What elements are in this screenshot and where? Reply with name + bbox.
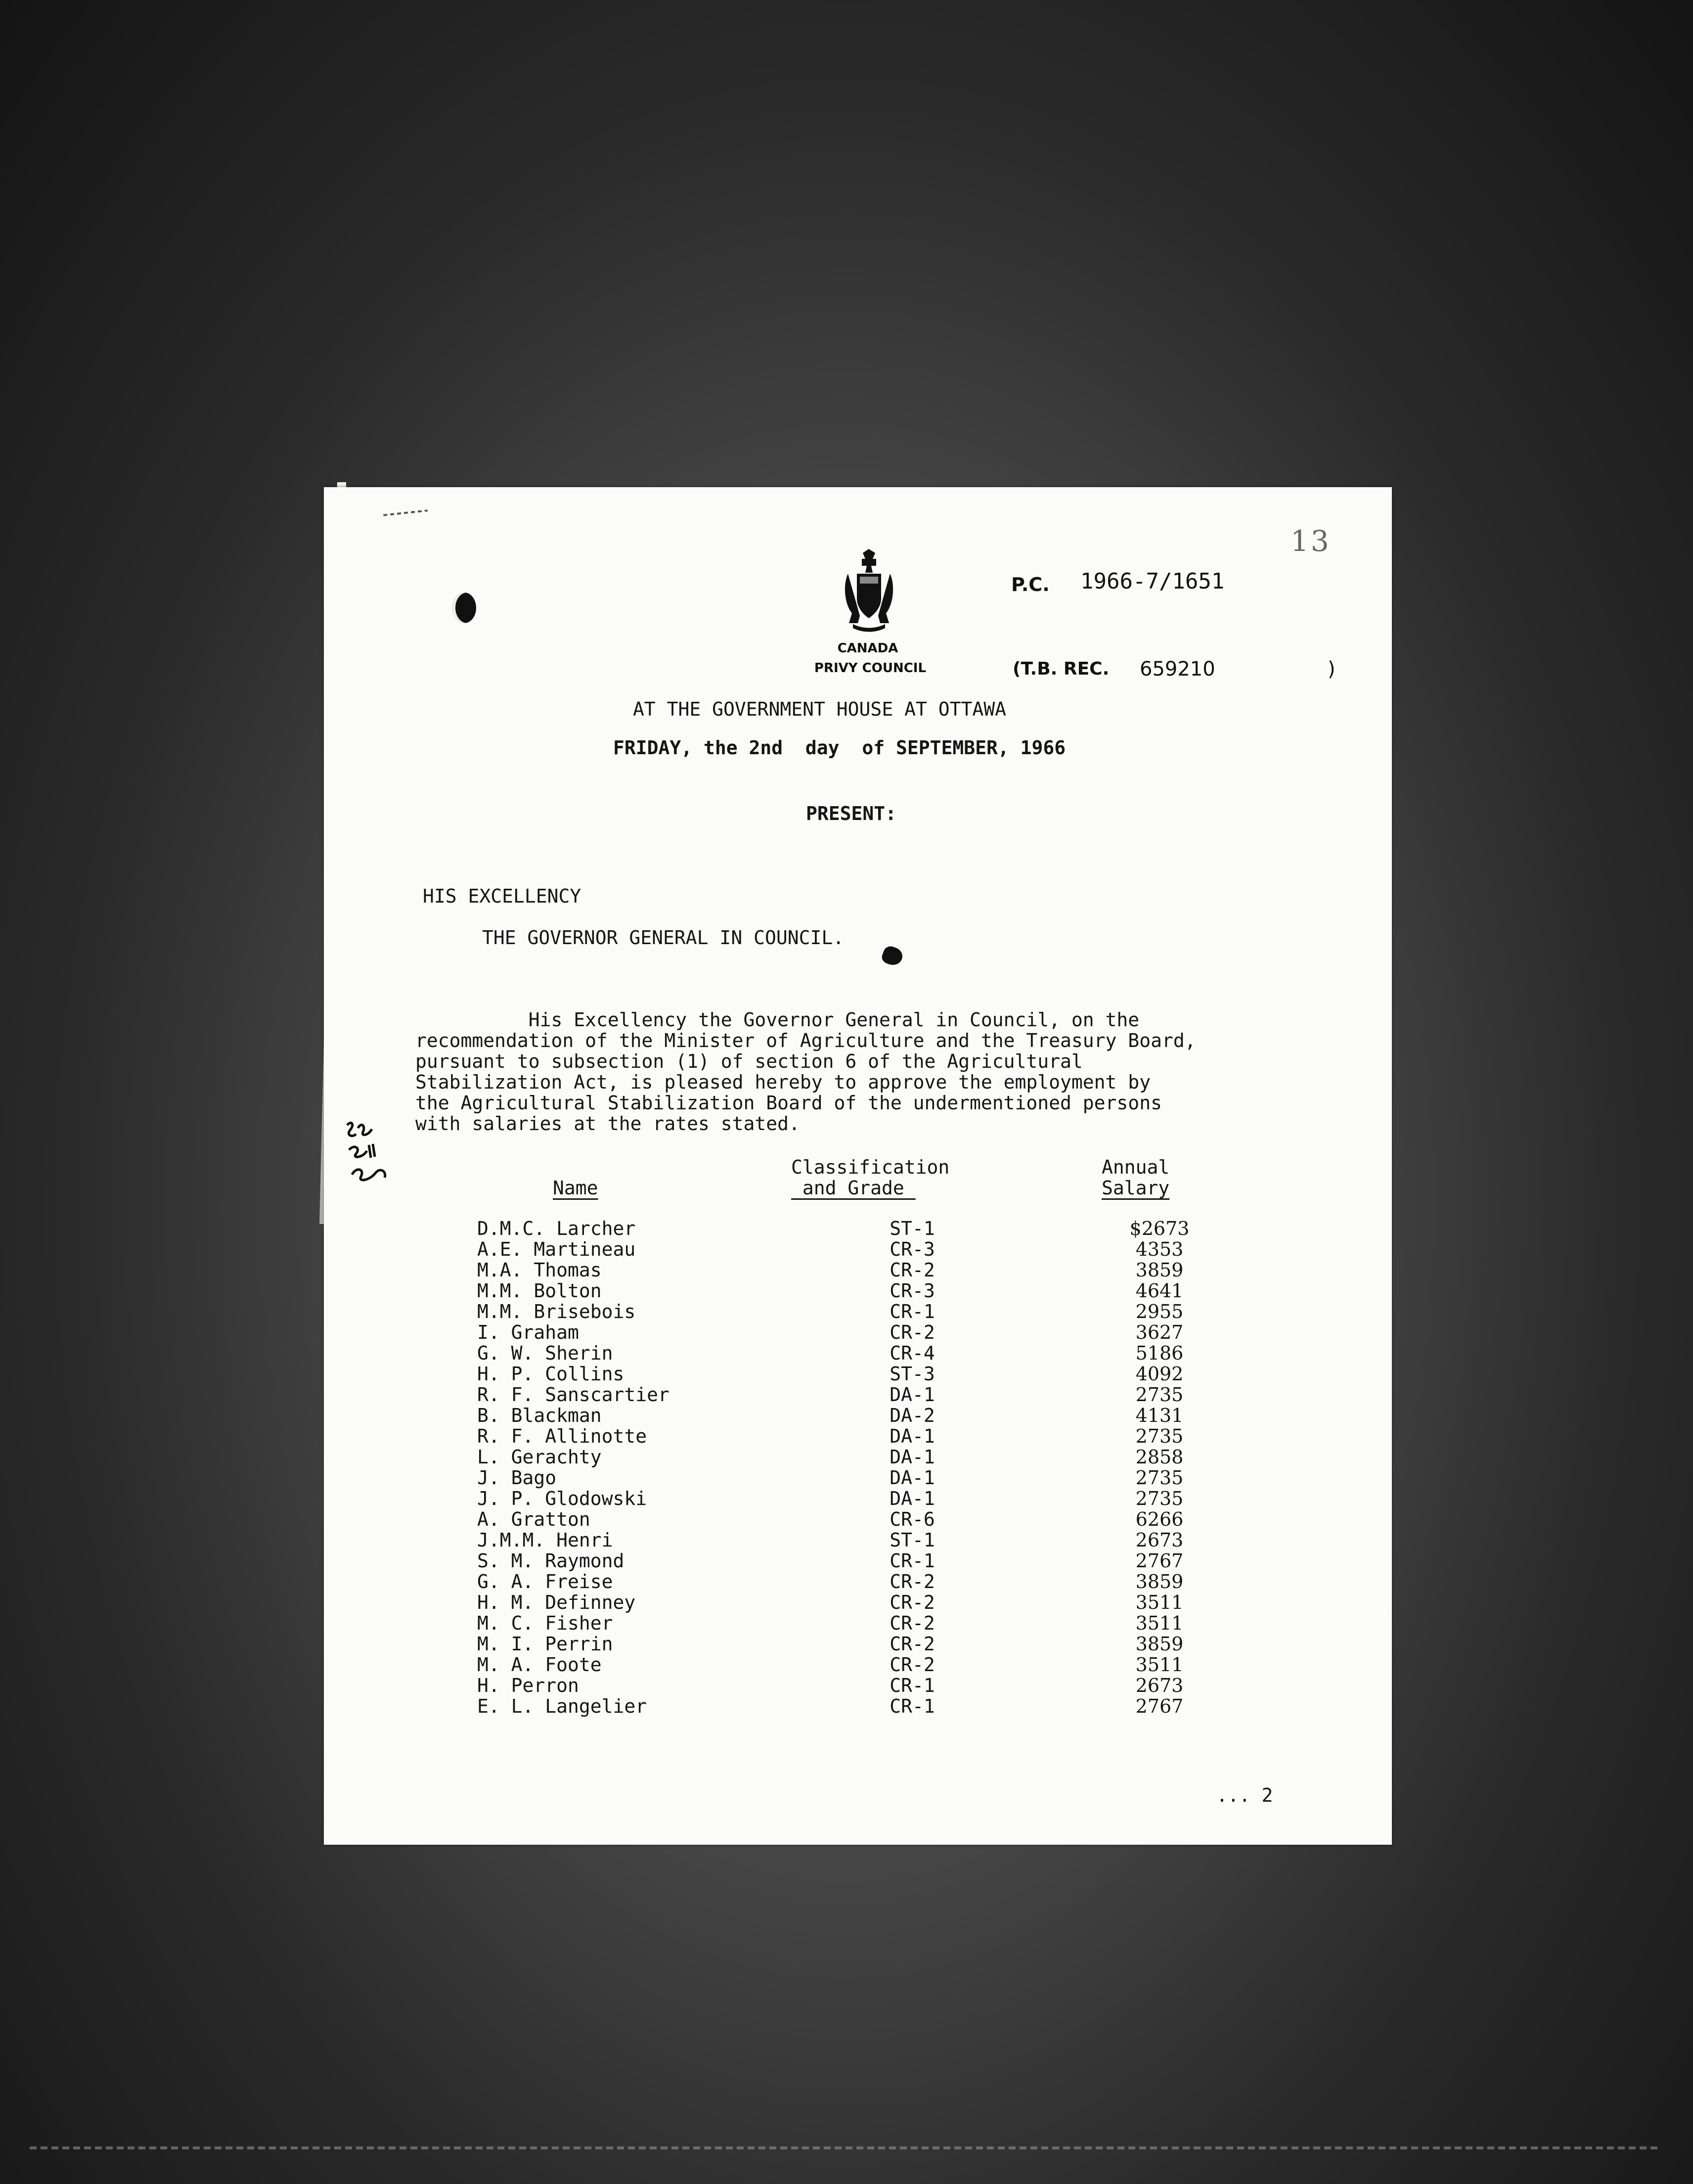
table-row [324, 1467, 1392, 1488]
paragraph-line: His Excellency the Governor General in Council, on the [415, 1009, 1140, 1031]
employee-name: G. A. Freise [477, 1571, 613, 1592]
annual-salary: 2955 [1135, 1301, 1184, 1322]
classification-grade: CR-1 [890, 1550, 935, 1572]
table-row [324, 1675, 1392, 1696]
employee-name: D.M.C. Larcher [477, 1218, 636, 1239]
canada-label: CANADA [837, 641, 898, 656]
table-row [324, 1550, 1392, 1571]
tb-rec-number: 659210 [1140, 658, 1215, 681]
table-row [324, 1447, 1392, 1467]
table-row [324, 1696, 1392, 1717]
annual-salary: 2735 [1135, 1467, 1184, 1489]
col-salary-line2: Salary [1102, 1177, 1170, 1199]
table-row [324, 1613, 1392, 1634]
classification-grade: CR-1 [890, 1301, 935, 1322]
table-row [324, 1384, 1392, 1405]
table-row [324, 1343, 1392, 1364]
punch-hole [452, 592, 476, 623]
table-row [324, 1364, 1392, 1384]
employee-name: B. Blackman [477, 1405, 602, 1426]
paragraph-line: Stabilization Act, is pleased hereby to approve the employment by [415, 1071, 1151, 1093]
annual-salary: 3859 [1135, 1259, 1184, 1281]
employee-name: M. A. Foote [477, 1654, 602, 1676]
annual-salary: 3859 [1135, 1633, 1184, 1655]
employee-name: M.M. Bolton [477, 1280, 602, 1302]
pc-label: P.C. [1011, 574, 1050, 595]
annual-salary: 4131 [1135, 1405, 1184, 1426]
table-row [324, 1301, 1392, 1322]
employee-name: J. Bago [477, 1467, 557, 1489]
classification-grade: DA-2 [890, 1405, 935, 1426]
his-excellency: HIS EXCELLENCY [423, 885, 581, 907]
classification-grade: CR-3 [890, 1280, 935, 1302]
employee-name: A.E. Martineau [477, 1238, 636, 1260]
employee-name: J. P. Glodowski [477, 1488, 647, 1509]
employee-name: R. F. Allinotte [477, 1425, 647, 1447]
col-name: Name [553, 1177, 598, 1199]
classification-grade: ST-3 [890, 1363, 935, 1385]
annual-salary: 4353 [1135, 1238, 1184, 1260]
film-edge-rule [30, 2146, 1661, 2149]
employee-name: J.M.M. Henri [477, 1529, 613, 1551]
employee-name: H. P. Collins [477, 1363, 624, 1385]
annual-salary: 3627 [1135, 1321, 1184, 1343]
table-row [324, 1426, 1392, 1447]
employee-name: M.A. Thomas [477, 1259, 602, 1281]
pc-number: 1966-7/1651 [1080, 569, 1225, 594]
classification-grade: ST-1 [890, 1218, 935, 1239]
table-row [324, 1654, 1392, 1675]
employee-name: A. Gratton [477, 1508, 590, 1530]
classification-grade: CR-2 [890, 1612, 935, 1634]
annual-salary: 5186 [1135, 1342, 1184, 1364]
annual-salary: 3511 [1135, 1612, 1184, 1634]
annual-salary: 3859 [1135, 1571, 1184, 1592]
employee-name: G. W. Sherin [477, 1342, 613, 1364]
annual-salary: 2735 [1135, 1384, 1184, 1406]
classification-grade: ST-1 [890, 1529, 935, 1551]
col-classification-line2: and Grade [802, 1177, 904, 1199]
annual-salary: 2735 [1135, 1425, 1184, 1447]
location-line: AT THE GOVERNMENT HOUSE AT OTTAWA [633, 698, 1006, 720]
classification-grade: DA-1 [890, 1384, 935, 1406]
governor-general-line: THE GOVERNOR GENERAL IN COUNCIL. [482, 927, 845, 949]
date-line: FRIDAY, the 2nd day of SEPTEMBER, 1966 [613, 737, 1066, 759]
classification-grade: CR-1 [890, 1695, 935, 1717]
present-label: PRESENT: [806, 803, 897, 824]
table-row [324, 1218, 1392, 1239]
col-salary-line1: Annual [1102, 1156, 1170, 1178]
annual-salary: $2673 [1129, 1218, 1190, 1239]
employee-name: M.M. Brisebois [477, 1301, 636, 1322]
continued-marker: ... 2 [1216, 1784, 1273, 1806]
table-row [324, 1260, 1392, 1280]
employee-name: M. I. Perrin [477, 1633, 613, 1655]
classification-grade: DA-1 [890, 1488, 935, 1509]
annual-salary: 4641 [1135, 1280, 1184, 1302]
annual-salary: 2767 [1135, 1550, 1184, 1572]
paragraph-line: the Agricultural Stabilization Board of the undermentioned persons [415, 1092, 1162, 1114]
page-number: 13 [1291, 524, 1331, 558]
annual-salary: 3511 [1135, 1592, 1184, 1613]
classification-grade: DA-1 [890, 1467, 935, 1489]
classification-grade: CR-2 [890, 1654, 935, 1676]
annual-salary: 2673 [1135, 1675, 1184, 1696]
classification-grade: CR-6 [890, 1508, 935, 1530]
annual-salary: 6266 [1135, 1508, 1184, 1530]
employee-name: E. L. Langelier [477, 1695, 647, 1717]
table-row [324, 1509, 1392, 1530]
handwritten-margin-note [341, 1115, 396, 1194]
paragraph-line: recommendation of the Minister of Agriculture and the Treasury Board, [415, 1030, 1196, 1051]
coat-of-arms-icon [838, 549, 900, 633]
employee-name: I. Graham [477, 1321, 579, 1343]
table-row [324, 1530, 1392, 1550]
annual-salary: 2767 [1135, 1695, 1184, 1717]
table-row [324, 1239, 1392, 1260]
employee-name: H. M. Definney [477, 1592, 636, 1613]
employee-name: L. Gerachty [477, 1446, 602, 1468]
table-row [324, 1634, 1392, 1654]
annual-salary: 3511 [1135, 1654, 1184, 1676]
classification-grade: CR-3 [890, 1238, 935, 1260]
table-row [324, 1571, 1392, 1592]
employee-name: M. C. Fisher [477, 1612, 613, 1634]
table-row [324, 1322, 1392, 1343]
col-classification-line1: Classification [791, 1156, 950, 1178]
classification-grade: CR-2 [890, 1259, 935, 1281]
annual-salary: 2858 [1135, 1446, 1184, 1468]
paragraph-line: pursuant to subsection (1) of section 6 of the Agricultural [415, 1050, 1083, 1072]
classification-grade: CR-1 [890, 1675, 935, 1696]
classification-grade: CR-4 [890, 1342, 935, 1364]
classification-grade: CR-2 [890, 1571, 935, 1592]
paragraph-line: with salaries at the rates stated. [415, 1113, 800, 1135]
classification-grade: CR-2 [890, 1321, 935, 1343]
employee-name: R. F. Sanscartier [477, 1384, 669, 1406]
tb-rec-close: ) [1328, 658, 1336, 681]
classification-grade: DA-1 [890, 1425, 935, 1447]
classification-grade: DA-1 [890, 1446, 935, 1468]
annual-salary: 2735 [1135, 1488, 1184, 1509]
annual-salary: 4092 [1135, 1363, 1184, 1385]
employee-name: S. M. Raymond [477, 1550, 624, 1572]
table-row [324, 1405, 1392, 1426]
classification-grade: CR-2 [890, 1592, 935, 1613]
table-row [324, 1488, 1392, 1509]
tb-rec-label: (T.B. REC. [1013, 659, 1110, 679]
table-row [324, 1592, 1392, 1613]
privy-council-label: PRIVY COUNCIL [814, 661, 927, 676]
annual-salary: 2673 [1135, 1529, 1184, 1551]
employee-name: H. Perron [477, 1675, 579, 1696]
table-row [324, 1280, 1392, 1301]
classification-grade: CR-2 [890, 1633, 935, 1655]
